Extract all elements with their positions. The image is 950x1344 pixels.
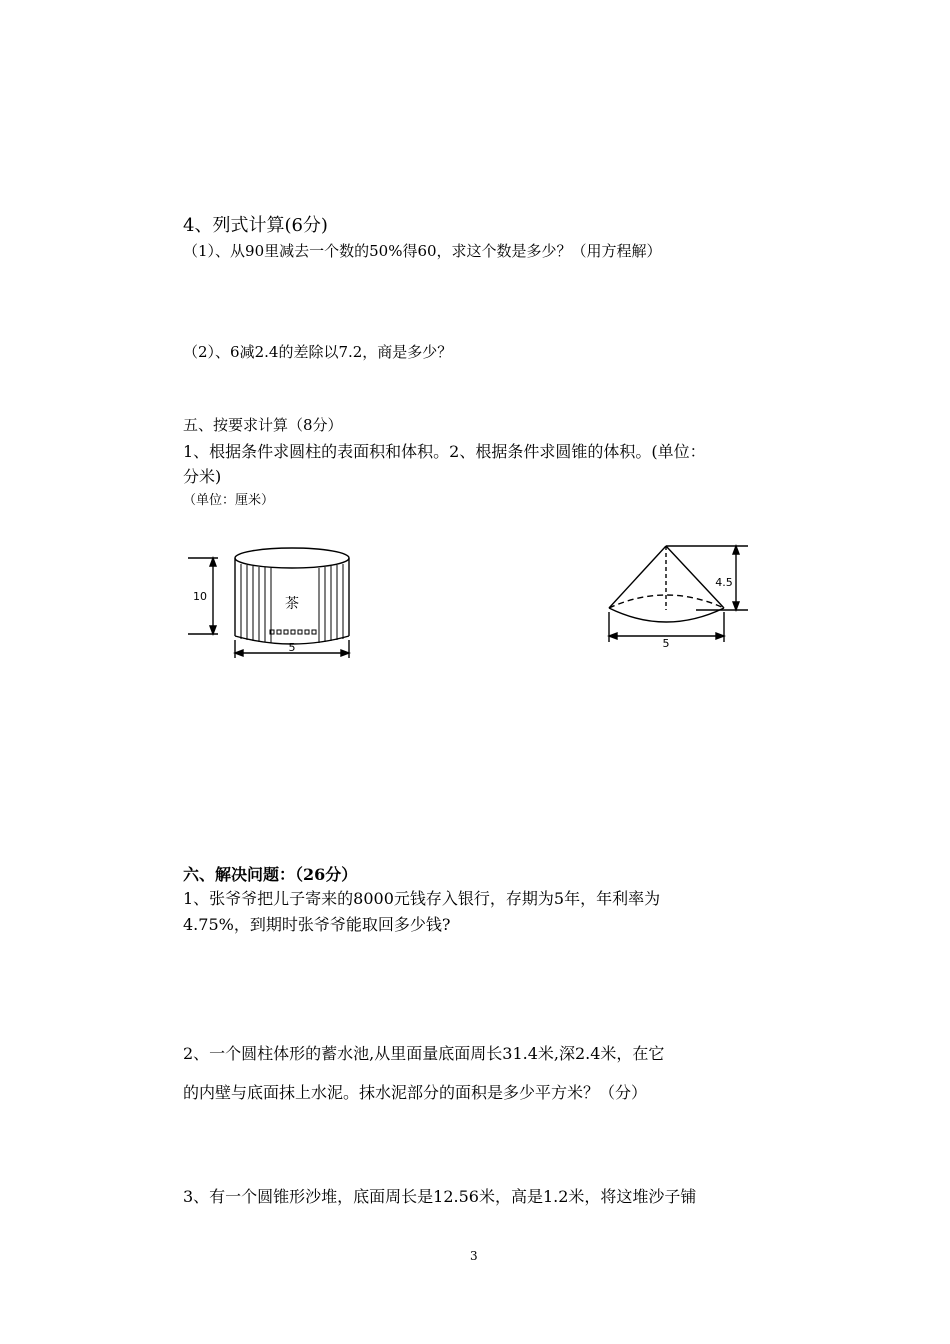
page-number: 3: [470, 1249, 478, 1263]
section4-question-2: （2）、6减2.4的差除以7.2，商是多少？: [183, 343, 453, 361]
section4-title: 4、列式计算(6分): [183, 215, 328, 236]
section5-instruction-line2: 分米): [183, 467, 222, 486]
cylinder-figure: [180, 540, 360, 660]
section5-title: 五、按要求计算（8分）: [183, 416, 343, 434]
problem3-line1: 3、有一个圆锥形沙堆，底面周长是12.56米，高是1.2米，将这堆沙子铺: [183, 1187, 697, 1206]
cylinder-diameter-label: 5: [288, 641, 296, 654]
section4-question-1: （1）、从90里减去一个数的50%得60，求这个数是多少？（用方程解）: [183, 242, 662, 260]
problem1-line1: 1、张爷爷把儿子寄来的8000元钱存入银行，存期为5年，年利率为: [183, 889, 661, 908]
problem2-line2: 的内壁与底面抹上水泥。抹水泥部分的面积是多少平方米？（分）: [183, 1083, 648, 1102]
cone-diameter-label: 5: [662, 637, 670, 650]
problem1-line2: 4.75%，到期时张爷爷能取回多少钱?: [183, 915, 451, 934]
cylinder-can-text: 茶: [285, 596, 299, 612]
cylinder-height-label: 10: [193, 590, 207, 603]
section5-instruction-line1: 1、根据条件求圆柱的表面积和体积。2、根据条件求圆锥的体积。(单位：: [183, 442, 706, 461]
section6-title: 六、解决问题：（26分）: [183, 865, 358, 884]
section5-unit-note: （单位：厘米）: [183, 493, 275, 508]
problem2-line1: 2、一个圆柱体形的蓄水池,从里面量底面周长31.4米,深2.4米，在它: [183, 1044, 665, 1063]
cone-figure: [600, 540, 760, 652]
cone-height-label: 4.5: [715, 576, 733, 589]
